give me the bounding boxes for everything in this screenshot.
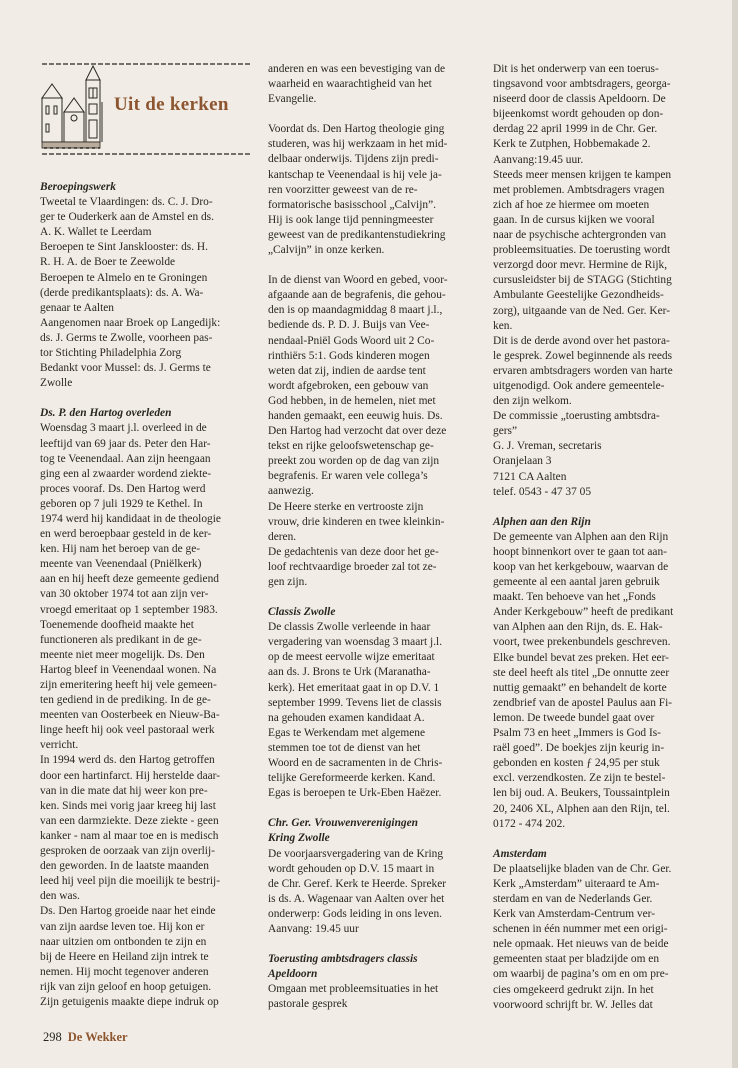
section-heading: Beroepingswerk (40, 181, 116, 193)
text-line: vergadering van woensdag 3 maart j.l. (268, 636, 443, 649)
text-line: afgaande aan de begrafenis, die gehou- (268, 289, 446, 302)
text-line: weten dat zij, indien de aardse tent (268, 364, 426, 377)
page-edge (732, 0, 738, 1068)
spacer (268, 258, 480, 273)
section-heading: Classis Zwolle (268, 606, 336, 619)
section-heading: Apeldoorn (268, 968, 318, 981)
text-line: De commissie „toerusting ambtsdra- (493, 410, 660, 423)
text-line: bijeenkomst wordt gehouden op don- (493, 108, 664, 121)
text-line: Zwolle (40, 377, 73, 390)
text-line: Voordat ds. Den Hartog theologie ging (268, 123, 445, 136)
text-line: studeren, was hij werkzaam in het mid- (268, 138, 448, 151)
text-line: nele opmaak. Het nieuws van de beide (493, 938, 669, 951)
text-line: gers” (493, 425, 518, 438)
text-line: tekst en rijke geloofswetenschap ge- (268, 440, 434, 453)
text-line: Dit is het onderwerp van een toerus- (493, 63, 659, 75)
text-line: anderen en was een bevestiging van de (268, 63, 446, 75)
text-line: telef. 0543 - 47 37 05 (493, 485, 592, 498)
text-line: Kerk „Amsterdam” uiteraard te Am- (493, 877, 660, 890)
text-line: ste deel heeft als titel „De onnutte zeer (493, 666, 670, 679)
text-line: len bij oud. A. Beukers, Toussaintplein (493, 787, 670, 800)
text-line: door een hartinfarct. Hij herstelde daar- (40, 769, 221, 782)
text-line: tingsavond voor ambtsdragers, georga- (493, 78, 671, 91)
text-line: is ds. A. Wagenaar van Aalten over het (268, 892, 445, 905)
text-line: De gemeente van Alphen aan den Rijn (493, 530, 669, 543)
text-line: gen zijn. (268, 576, 308, 588)
text-line: 0172 - 474 202. (493, 817, 566, 830)
text-line: meente niet meer mogelijk. Ds. Den (40, 648, 205, 661)
text-line: 7121 CA Aalten (493, 470, 567, 483)
text-line: R. H. A. de Boer te Zeewolde (40, 256, 176, 269)
spacer (268, 801, 480, 816)
section-heading: Amsterdam (493, 847, 547, 860)
text-line: Egas te Werkendam met algemene (268, 726, 426, 739)
text-line: den was. (40, 890, 80, 903)
text-line: ren voorzitter geweest van de re- (268, 183, 418, 196)
text-line: Toenemende doofheid maakte het (40, 618, 194, 631)
text-line: leeftijd van 69 jaar ds. Peter den Har- (40, 437, 211, 450)
column-1 (40, 180, 254, 1010)
text-line: Beroepen te Almelo en te Groningen (40, 271, 208, 284)
text-line: gebonden en kosten ƒ 24,95 per stuk (493, 757, 660, 770)
text-line: kerk). Het emeritaat gaat in op D.V. 1 (268, 681, 440, 694)
text-line: Ander Kerkgebouw” heeft de predikant (493, 606, 674, 619)
text-line: met problemen. Ambtsdragers vragen (493, 183, 665, 196)
text-line: om waarbij de pagina’s om en om pre- (493, 968, 669, 981)
text-line: delbaar onderwijs. Tijdens zijn predi- (268, 153, 439, 166)
text-line: de Chr. Geref. Kerk te Heerde. Spreker (268, 877, 447, 890)
text-line: Elke bundel bevat zes preken. Het eer- (493, 651, 669, 664)
text-line: handen gemaakt, een eeuwig huis. Ds. (268, 409, 443, 422)
text-line: In 1994 werd ds. den Hartog getroffen (40, 754, 215, 767)
text-line: „Calvijn” in onze kerken. (268, 244, 385, 257)
text-line: meenten van Oosterbeek en Nieuw-Ba- (40, 709, 220, 722)
text-line: le gesprek. Zowel beginnende als reeds (493, 349, 673, 362)
text-line: aanwezig. (268, 485, 314, 498)
text-line: lemon. De tweede bundel gaat over (493, 711, 655, 724)
text-line: geboren op 7 juli 1929 te Kethel. In (40, 497, 203, 510)
spacer (493, 832, 708, 847)
text-line: den is op maandagmiddag 8 maart j.l., (268, 304, 443, 317)
text-line: In de dienst van Woord en gebed, voor- (268, 274, 448, 287)
text-line: ken. (493, 319, 513, 332)
text-line: verzorgd door mevr. Hermine de Rijk, (493, 259, 668, 272)
text-line: meente van Veenendaal (Pniëlkerk) (40, 558, 202, 571)
spacer (40, 391, 254, 406)
text-line: A. K. Wallet te Leerdam (40, 226, 152, 239)
text-line: gaan. In de cursus kijken we vooral (493, 213, 655, 226)
text-line: van in die mate dat hij weer kon pre- (40, 784, 208, 797)
text-line: ging een al zwaarder wordend ziekte- (40, 467, 212, 480)
text-line: cursusleidster bij de STAGG (Stichting (493, 274, 672, 287)
text-line: leed hij veel pijn die moeilijk te bestrij- (40, 875, 220, 888)
text-line: ervaren ambtsdragers worden van harte (493, 364, 673, 377)
column-3 (493, 62, 708, 1013)
page-number: 298 (43, 1030, 62, 1044)
text-line: tog te Veenendaal. Aan zijn heengaan (40, 452, 211, 465)
text-line: na gehouden examen kandidaat A. (268, 711, 425, 724)
text-line: pastorale gesprek (268, 998, 348, 1011)
text-line: cies omgekeerd gedrukt zijn. In het (493, 983, 654, 996)
text-line: Hartog bleef in Veenendaal wonen. Na (40, 663, 217, 676)
text-line: september 1999. Tevens liet de classis (268, 696, 442, 709)
text-line: genaar te Aalten (40, 301, 114, 314)
text-line: De classis Zwolle verleende in haar (268, 621, 431, 634)
text-line: naar de psychische achtergronden van (493, 229, 667, 242)
text-line: Beroepen te Sint Jansklooster: ds. H. (40, 241, 208, 254)
text-line: niseerd door de classis Apeldoorn. De (493, 93, 666, 106)
text-line: gemeente al een aantal jaren gebruik (493, 576, 660, 589)
magazine-name: De Wekker (67, 1030, 128, 1044)
text-line: Den Hartog had verzocht dat over deze (268, 425, 447, 438)
text-line: onderwerp: Gods leiding in ons leven. (268, 907, 442, 920)
text-line: Tweetal te Vlaardingen: ds. C. J. Dro- (40, 196, 213, 209)
text-line: probleemsituaties. De toerusting wordt (493, 244, 671, 257)
text-line: functioneren als predikant in de ge- (40, 633, 202, 646)
text-line: ger te Ouderkerk aan de Amstel en ds. (40, 211, 214, 224)
text-line: Woensdag 3 maart j.l. overleed in de (40, 422, 207, 435)
text-line: geweest van de predikantenstudiekring (268, 228, 446, 241)
section-heading: Chr. Ger. Vrouwenverenigingen (268, 817, 419, 830)
text-line: Steeds meer mensen krijgen te kampen (493, 168, 672, 181)
text-line: sterdam en van de Nederlands Ger. (493, 892, 653, 905)
text-line: 1974 werd hij kandidaat in de theologie (40, 512, 221, 525)
text-line: vroegd emeritaat op 1 september 1983. (40, 603, 218, 616)
text-line: ken. Sinds mei vorig jaar kreeg hij last (40, 799, 216, 812)
text-line: nuttig gemaakt” en behandelt de korte (493, 681, 667, 694)
text-line: verricht. (40, 739, 79, 752)
text-line: (derde predikantsplaats): ds. A. Wa- (40, 286, 204, 299)
text-line: Evangelie. (268, 93, 317, 106)
text-line: tor Stichting Philadelphia Zorg (40, 347, 182, 360)
text-line: maakt. Ten behoeve van het „Fonds (493, 591, 656, 604)
text-line: van Alphen aan den Rijn, ds. E. Hak- (493, 621, 663, 634)
text-line: van zijn aardse leven toe. Hij kon er (40, 920, 205, 933)
text-line: rinthiërs 5:1. Gods kinderen mogen (268, 349, 430, 362)
text-line: op de meest eervolle wijze emeritaat (268, 651, 435, 664)
section-logo (40, 60, 254, 156)
text-line: Aanvang:19.45 uur. (493, 153, 584, 166)
text-line: ds. J. Germs te Zwolle, voorheen pas- (40, 331, 213, 344)
section-heading: Toerusting ambtsdragers classis (268, 953, 418, 966)
page-footer (43, 1030, 128, 1045)
text-line: Ambulante Geestelijke Gezondheids- (493, 289, 664, 302)
text-line: Aanvang: 19.45 uur (268, 922, 359, 935)
text-line: De gedachtenis van deze door het ge- (268, 545, 439, 558)
text-line: Psalm 73 en heet „Immers is God Is- (493, 727, 661, 740)
spacer (268, 937, 480, 952)
spacer (268, 590, 480, 605)
text-line: begrafenis. Er waren vele collega’s (268, 470, 428, 483)
text-line: Oranjelaan 3 (493, 455, 552, 468)
text-line: linge heeft hij ook veel pastoraal werk (40, 724, 215, 737)
text-line: aan en hij heeft deze gemeente gediend (40, 573, 219, 586)
text-line: stemmen toe tot de dienst van het (268, 741, 421, 754)
text-line: De voorjaarsvergadering van de Kring (268, 847, 444, 860)
section-heading: Alphen aan den Rijn (493, 515, 591, 528)
text-line: ken. Hij nam het beroep van de ge- (40, 543, 201, 556)
text-line: Omgaan met probleemsituaties in het (268, 983, 439, 996)
text-line: nemen. Hij mocht tegenover anderen (40, 965, 209, 978)
text-line: preekt zou worden op de dag van zijn (268, 455, 440, 468)
section-title: Uit de kerken (114, 94, 229, 115)
spacer (268, 107, 480, 122)
text-line: Kerk van Amsterdam-Centrum ver- (493, 908, 656, 921)
text-line: zendbrief van de apostel Paulus aan Fi- (493, 696, 673, 709)
text-line: aan ds. J. Brons te Urk (Maranatha- (268, 666, 431, 679)
text-line: 20, 2406 XL, Alphen aan den Rijn, tel. (493, 802, 670, 815)
text-line: Woord en de sacramenten in de Chris- (268, 757, 443, 770)
text-line: Bedankt voor Mussel: ds. J. Germs te (40, 362, 211, 375)
text-line: raël goed”. De boekjes zijn keurig in- (493, 742, 665, 755)
text-line: telijke Gereformeerde kerken. Kand. (268, 772, 436, 785)
text-line: formatorische basisschool „Calvijn”. (268, 198, 436, 211)
spacer (493, 500, 708, 515)
text-line: uitgenodigd. Ook andere gemeentele- (493, 379, 665, 392)
text-line: kanker - nam al maar toe en is medisch (40, 829, 219, 842)
text-line: Zijn getuigenis maakte diepe indruk op (40, 995, 219, 1008)
text-line: Hij is ook lange tijd penningmeester (268, 213, 434, 226)
text-line: en werd beroepbaar gesteld in de ker- (40, 528, 212, 541)
text-line: vrouw, drie kinderen en twee kleinkin- (268, 515, 445, 528)
text-line: hoopt binnenkort over te gaan tot aan- (493, 545, 667, 558)
text-line: gemeenten staat per bladzijde om en (493, 953, 660, 966)
text-line: schenen in één nummer met een origi- (493, 923, 668, 936)
text-line: den geworden. In de laatste maanden (40, 860, 209, 873)
text-line: bij de Heere en Heiland zijn intrek te (40, 950, 209, 963)
text-line: wordt gehouden op D.V. 15 maart in (268, 862, 435, 875)
text-line: De Heere sterke en vertrooste zijn (268, 500, 424, 513)
text-line: voorwoord schrijft br. W. Jelles dat (493, 998, 653, 1011)
text-line: Kerk te Zutphen, Hobbemakade 2. (493, 138, 651, 151)
text-line: Egas is beroepen te Urk-Eben Haëzer. (268, 787, 442, 800)
text-line: excl. verzendkosten. Ze zijn te bestel- (493, 772, 666, 785)
text-line: rijk van zijn geloof en hoop getuigen. (40, 980, 212, 993)
section-heading: Ds. P. den Hartog overleden (40, 407, 172, 420)
text-line: van een darmziekte. Deze ziekte - geen (40, 814, 219, 827)
text-line: Aangenomen naar Broek op Langedijk: (40, 316, 221, 329)
section-heading: Kring Zwolle (268, 832, 330, 845)
column-2 (268, 62, 480, 1012)
text-line: zorg), uitgaande van de Ned. Ger. Ker- (493, 304, 670, 317)
text-line: God hebben, in de hemelen, niet met (268, 394, 436, 407)
text-line: voort, twee prekenbundels geschreven. (493, 636, 671, 649)
text-line: deren. (268, 530, 297, 543)
text-line: loof rechtvaardige broeder zal tot ze- (268, 560, 437, 573)
text-line: den zijn welkom. (493, 395, 572, 408)
text-line: derdag 22 april 1999 in de Chr. Ger. (493, 123, 658, 136)
text-line: zich af hoe ze hiermee om moeten (493, 198, 650, 211)
text-line: G. J. Vreman, secretaris (493, 440, 602, 453)
text-line: bediende ds. P. D. J. Buijs van Vee- (268, 319, 430, 332)
text-line: zijn emeritering heeft hij vele gemeen- (40, 679, 217, 691)
text-line: Dit is de derde avond over het pastora- (493, 334, 670, 347)
text-line: Ds. Den Hartog groeide naar het einde (40, 905, 216, 918)
text-line: van 30 oktober 1974 tot aan zijn ver- (40, 588, 209, 601)
text-line: wordt afgebroken, een gebouw van (268, 379, 429, 392)
text-line: proces vooraf. Ds. Den Hartog werd (40, 482, 206, 495)
text-line: koop van het kerkgebouw, waarvan de (493, 561, 669, 573)
text-line: De plaatselijke bladen van de Chr. Ger. (493, 862, 672, 875)
text-line: nendaal-Pniël Gods Woord uit 2 Co- (268, 334, 435, 347)
text-line: naar uitzien om ontbonden te zijn en (40, 935, 207, 948)
text-line: waarheid en waarachtigheid van het (268, 78, 432, 91)
text-line: kantschap te Veenendaal is hij vele ja- (268, 168, 442, 181)
text-line: ten gediend in de prediking. In de ge- (40, 694, 211, 707)
text-line: gesproken de oorzaak van zijn overlij- (40, 845, 215, 858)
